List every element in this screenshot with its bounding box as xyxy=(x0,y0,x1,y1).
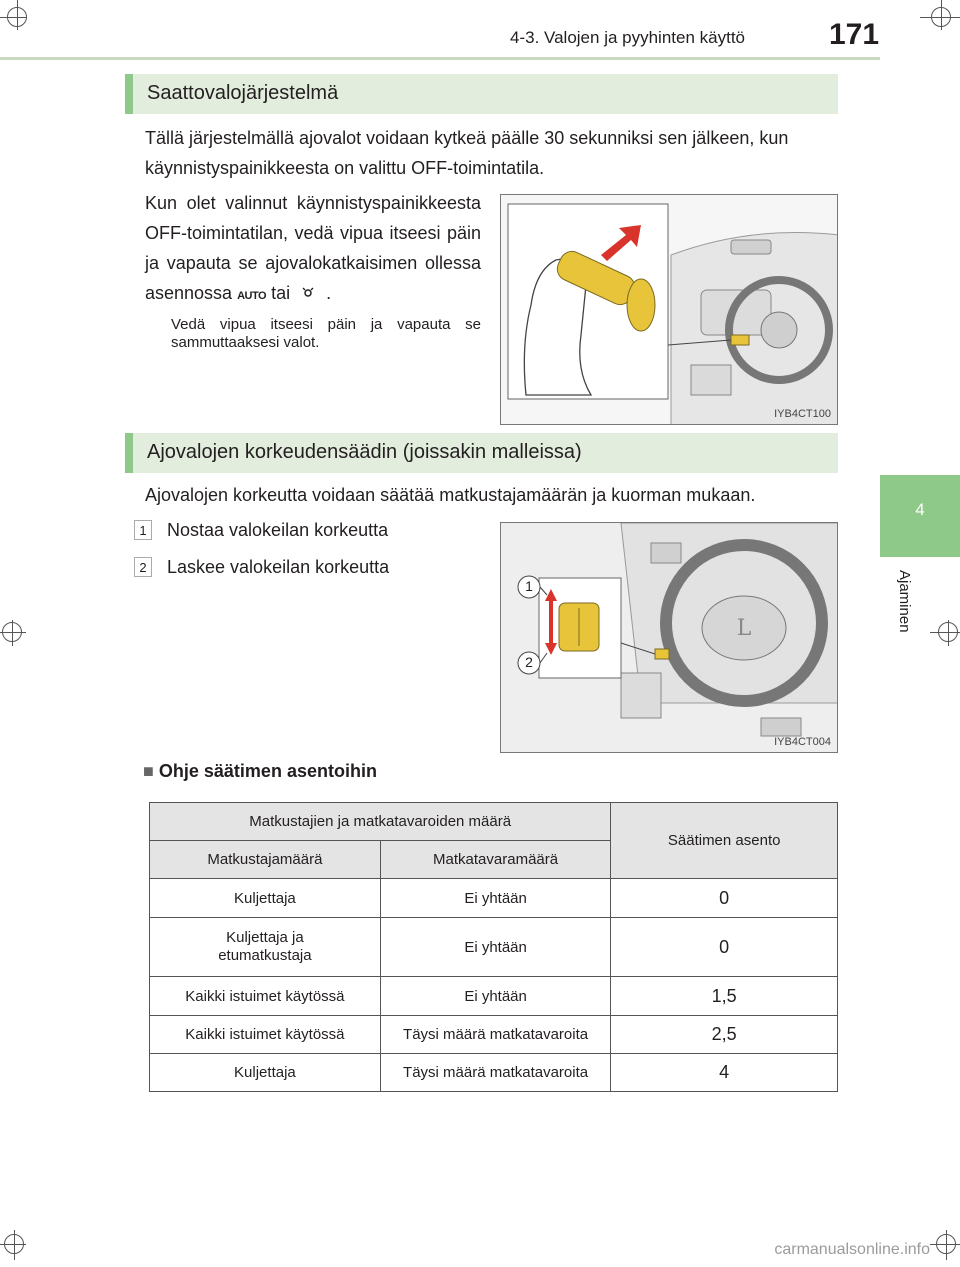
item-marker: 2 xyxy=(134,557,152,577)
cell-position: 0 xyxy=(611,879,838,918)
subsection-heading xyxy=(143,761,377,782)
intro-paragraph: Tällä järjestelmällä ajovalot voidaan kytkeä päälle 30 sekunniksi sen jälkeen, kun käynnistyspainikkeesta on valittu OFF-toimintatila. xyxy=(145,128,789,178)
cell-position: 0 xyxy=(611,918,838,977)
figure-callout-2: 2 xyxy=(525,654,533,670)
cell-cargo: Ei yhtään xyxy=(380,879,611,918)
svg-text:L: L xyxy=(736,616,752,641)
cell-passengers: Kuljettaja xyxy=(150,879,381,918)
chapter-label-text: Ajaminen xyxy=(896,570,913,633)
table-header-passengers: Matkustajamäärä xyxy=(150,841,381,879)
note-text: Vedä vipua itseesi päin ja vapauta se sammuttaaksesi valot. xyxy=(171,316,481,351)
cell-passengers: Kaikki istuimet käytössä xyxy=(150,1016,381,1054)
cell-passengers-text: Kuljettaja ja etumatkustaja xyxy=(218,929,312,964)
section-heading-bar xyxy=(125,433,838,473)
cell-passengers xyxy=(150,918,381,977)
table-group-header: Matkustajien ja matkatavaroiden määrä xyxy=(150,803,611,841)
table-row xyxy=(150,1016,838,1054)
cell-position: 2,5 xyxy=(611,1016,838,1054)
list-item-text: Laskee valokeilan korkeutta xyxy=(167,557,390,577)
table-row xyxy=(150,1054,838,1092)
section-heading-bar xyxy=(125,74,838,114)
figure-code: IYB4CT004 xyxy=(774,736,831,748)
auto-symbol: AUTO xyxy=(237,290,267,302)
cell-cargo: Ei yhtään xyxy=(380,918,611,977)
intro-paragraph: Ajovalojen korkeutta voidaan säätää matkustajamäärän ja kuorman mukaan. xyxy=(145,485,756,505)
table-header-cargo: Matkatavaramäärä xyxy=(380,841,611,879)
section-heading: Saattovalojärjestelmä xyxy=(147,82,339,104)
header-rule xyxy=(0,57,880,60)
chapter-label xyxy=(895,570,915,670)
item-marker: 1 xyxy=(134,520,152,540)
cell-cargo: Täysi määrä matkatavaroita xyxy=(380,1054,611,1092)
cell-cargo: Ei yhtään xyxy=(380,977,611,1016)
lever-figure xyxy=(500,194,838,425)
instruction-paragraph xyxy=(145,188,481,311)
subsection-title: Ohje säätimen asentoihin xyxy=(158,761,377,781)
leveling-illustration xyxy=(501,523,838,753)
leveling-figure xyxy=(500,522,838,753)
lever-illustration xyxy=(501,195,838,425)
list-item-text: Nostaa valokeilan korkeutta xyxy=(167,520,389,540)
section-heading: Ajovalojen korkeudensäädin (joissakin malleissa) xyxy=(147,441,582,463)
table-row xyxy=(150,879,838,918)
headlight-symbol-icon xyxy=(295,278,321,308)
table-row xyxy=(150,918,838,977)
instruction-text: Kun olet valinnut käynnistyspainikkeesta OFF-toimintatilan, vedä vipua itseesi päin ja vapauta se ajovalokatkaisimen ollessa asennossa xyxy=(145,193,481,303)
page-number: 171 xyxy=(829,18,880,51)
instruction-or: tai xyxy=(271,283,291,303)
bullet-square: ■ xyxy=(143,761,154,781)
cell-passengers: Kaikki istuimet käytössä xyxy=(150,977,381,1016)
cell-cargo: Täysi määrä matkatavaroita xyxy=(380,1016,611,1054)
table-position-header: Säätimen asento xyxy=(611,803,838,879)
section-title: 4-3. Valojen ja pyyhinten käyttö xyxy=(510,28,745,47)
figure-code: IYB4CT100 xyxy=(774,408,831,420)
cell-position: 1,5 xyxy=(611,977,838,1016)
cell-passengers: Kuljettaja xyxy=(150,1054,381,1092)
chapter-number: 4 xyxy=(915,500,925,519)
table-row xyxy=(150,977,838,1016)
watermark: carmanualsonline.info xyxy=(774,1241,930,1258)
instruction-end: . xyxy=(326,283,332,303)
cell-position: 4 xyxy=(611,1054,838,1092)
figure-callout-1: 1 xyxy=(525,578,533,594)
leveling-table xyxy=(149,802,838,1092)
